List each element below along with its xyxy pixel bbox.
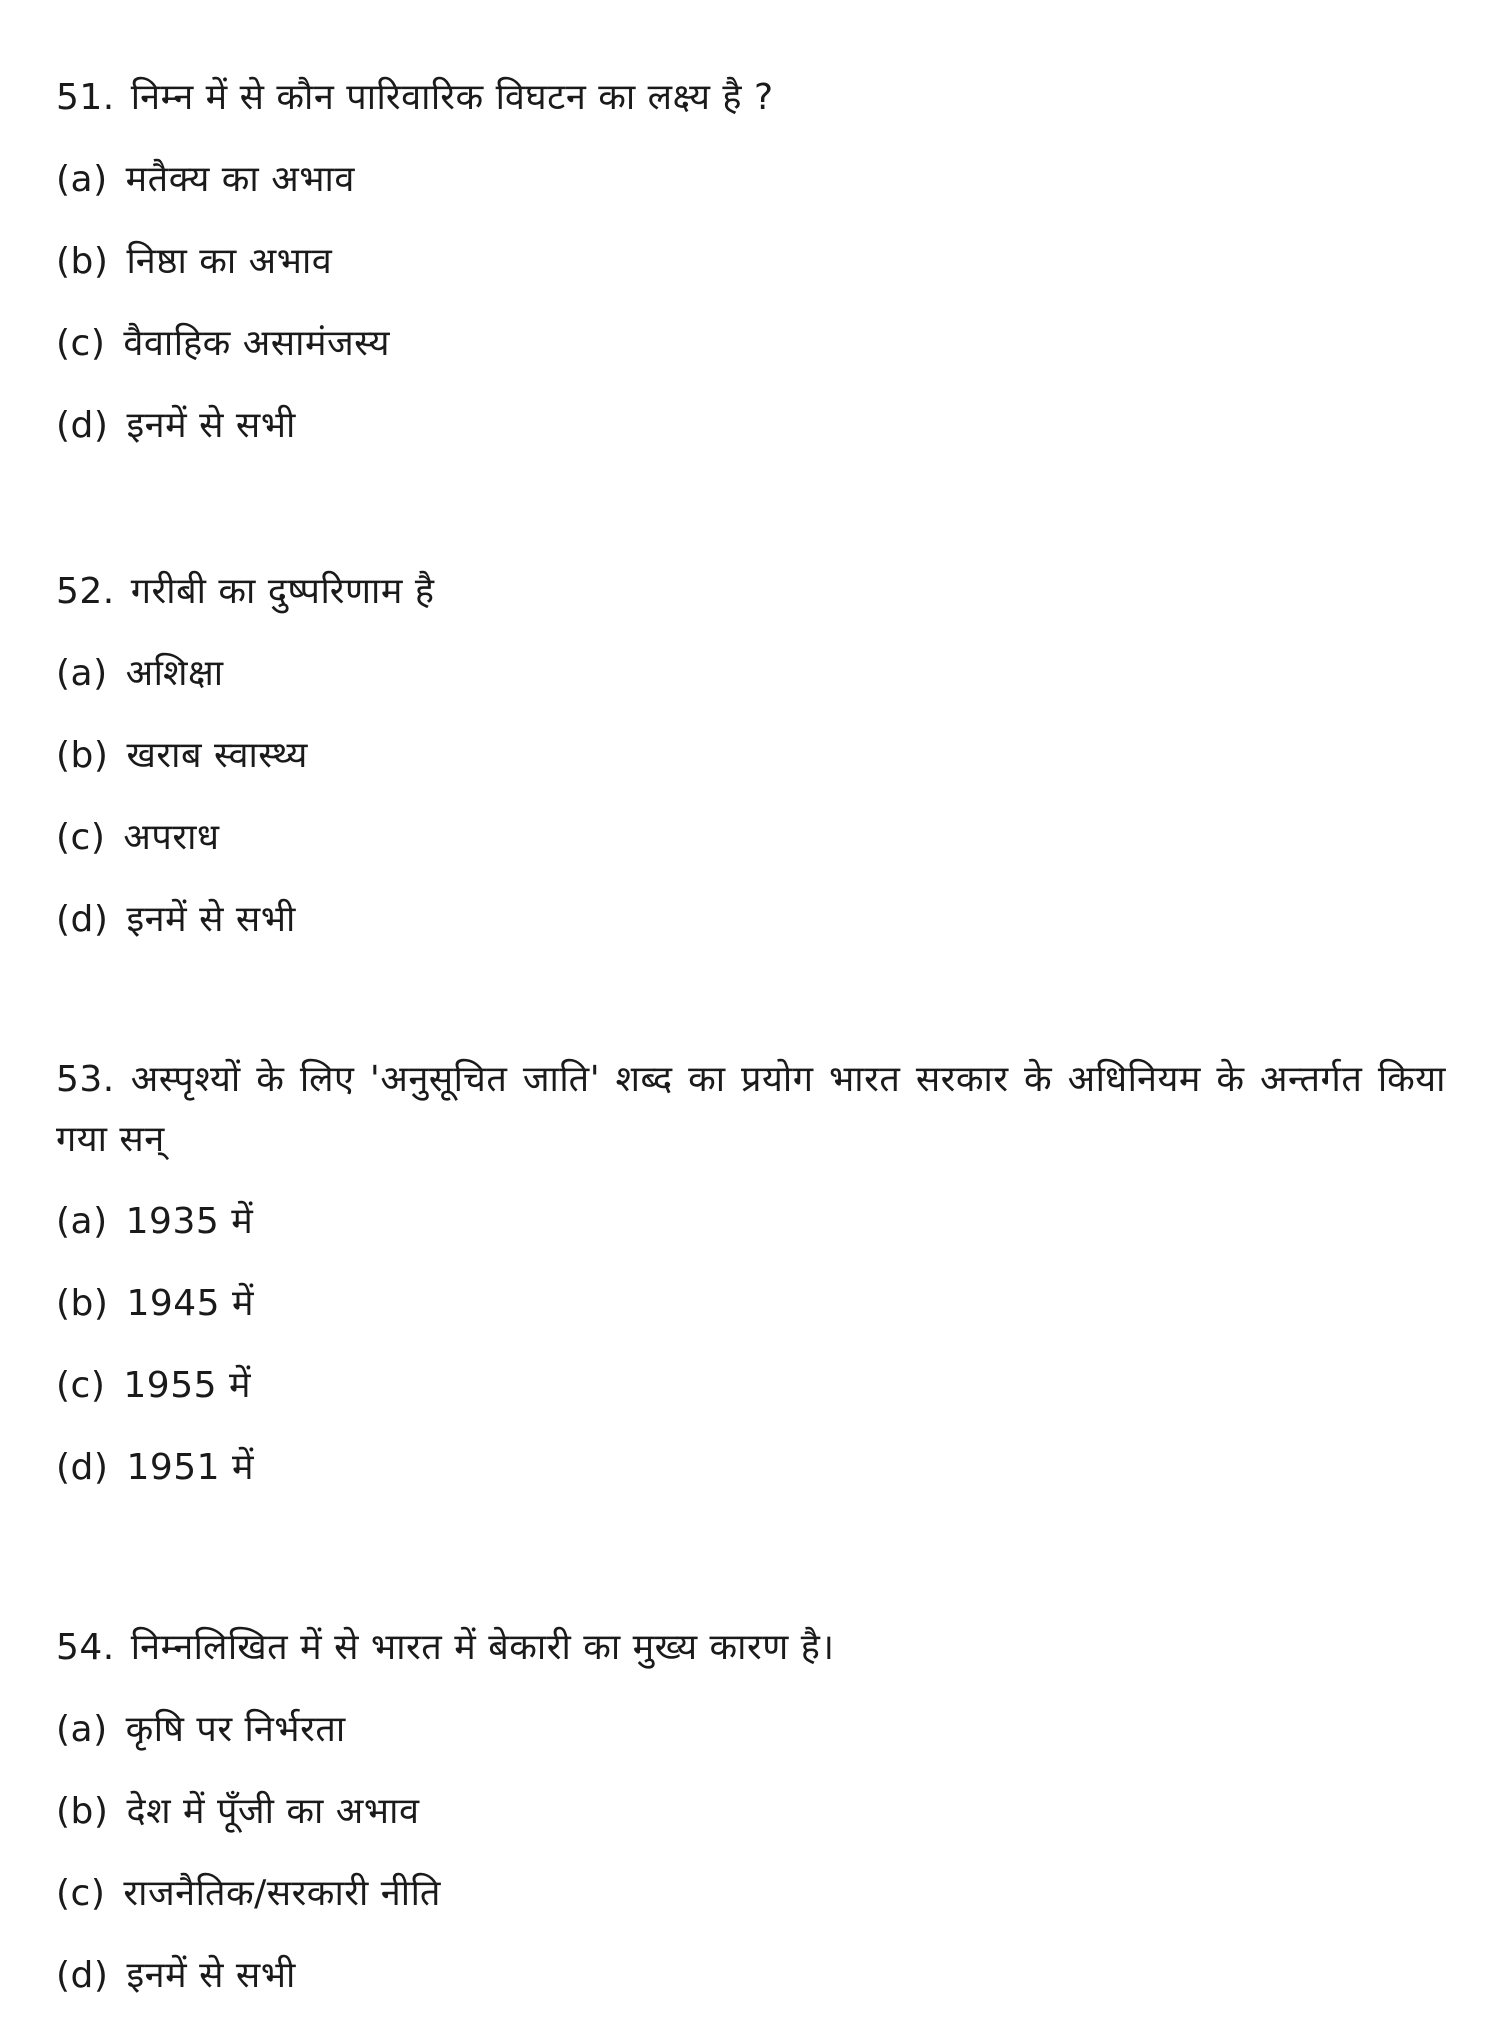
question-stem: निम्न में से कौन पारिवारिक विघटन का लक्ष्य है ? xyxy=(130,77,774,118)
option-text: इनमें से सभी xyxy=(126,405,296,446)
question-54 xyxy=(56,1618,1446,2028)
question-number: 52. xyxy=(56,571,115,612)
option-text: मतैक्य का अभाव xyxy=(125,159,355,200)
question-number: 54. xyxy=(56,1627,115,1668)
option-text: अपराध xyxy=(123,817,220,858)
option-label: (b) xyxy=(56,241,109,282)
option-b xyxy=(56,1782,1446,1842)
option-text: इनमें से सभी xyxy=(126,899,296,940)
option-label: (a) xyxy=(56,159,108,200)
option-d xyxy=(56,1438,1446,1498)
option-label: (b) xyxy=(56,735,109,776)
option-label: (d) xyxy=(56,1955,109,1996)
option-text: 1951 में xyxy=(126,1447,255,1488)
option-text: 1955 में xyxy=(123,1365,251,1406)
option-text: 1945 में xyxy=(126,1283,255,1324)
option-text: इनमें से सभी xyxy=(126,1955,296,1996)
option-text: निष्ठा का अभाव xyxy=(126,241,333,282)
question-number: 51. xyxy=(56,77,115,118)
option-text: अशिक्षा xyxy=(125,653,224,694)
option-text: राजनैतिक/सरकारी नीति xyxy=(123,1873,441,1914)
option-label: (d) xyxy=(56,899,109,940)
option-c xyxy=(56,314,1446,374)
option-a xyxy=(56,150,1446,210)
option-text: 1935 में xyxy=(125,1201,254,1242)
question-number: 53. xyxy=(56,1059,115,1100)
question-text xyxy=(56,562,1446,622)
option-label: (a) xyxy=(56,653,108,694)
option-label: (d) xyxy=(56,1447,109,1488)
option-b xyxy=(56,232,1446,292)
option-label: (a) xyxy=(56,1709,108,1750)
question-52 xyxy=(56,562,1446,972)
question-text xyxy=(56,68,1446,128)
option-label: (a) xyxy=(56,1201,108,1242)
question-stem: निम्नलिखित में से भारत में बेकारी का मुख्य कारण है। xyxy=(130,1627,835,1668)
option-label: (c) xyxy=(56,817,106,858)
option-label: (b) xyxy=(56,1791,109,1832)
option-text: कृषि पर निर्भरता xyxy=(125,1709,346,1750)
option-label: (c) xyxy=(56,1873,106,1914)
option-a xyxy=(56,1192,1446,1252)
question-text xyxy=(56,1618,1446,1678)
option-d xyxy=(56,1946,1446,2006)
option-d xyxy=(56,890,1446,950)
option-label: (c) xyxy=(56,323,106,364)
option-a xyxy=(56,1700,1446,1760)
question-stem: अस्पृश्यों के लिए 'अनुसूचित जाति' शब्द का प्रयोग भारत सरकार के अधिनियम के अन्तर्गत किया गया सन् xyxy=(56,1059,1446,1160)
option-b xyxy=(56,1274,1446,1334)
option-text: वैवाहिक असामंजस्य xyxy=(123,323,391,364)
option-label: (b) xyxy=(56,1283,109,1324)
option-b xyxy=(56,726,1446,786)
question-stem: गरीबी का दुष्परिणाम है xyxy=(130,571,435,612)
option-text: देश में पूँजी का अभाव xyxy=(126,1791,420,1832)
option-label: (d) xyxy=(56,405,109,446)
option-a xyxy=(56,644,1446,704)
option-c xyxy=(56,1864,1446,1924)
option-label: (c) xyxy=(56,1365,106,1406)
question-text xyxy=(56,1050,1446,1170)
option-c xyxy=(56,808,1446,868)
question-51 xyxy=(56,68,1446,478)
option-text: खराब स्वास्थ्य xyxy=(126,735,308,776)
option-d xyxy=(56,396,1446,456)
question-53 xyxy=(56,1050,1446,1520)
option-c xyxy=(56,1356,1446,1416)
